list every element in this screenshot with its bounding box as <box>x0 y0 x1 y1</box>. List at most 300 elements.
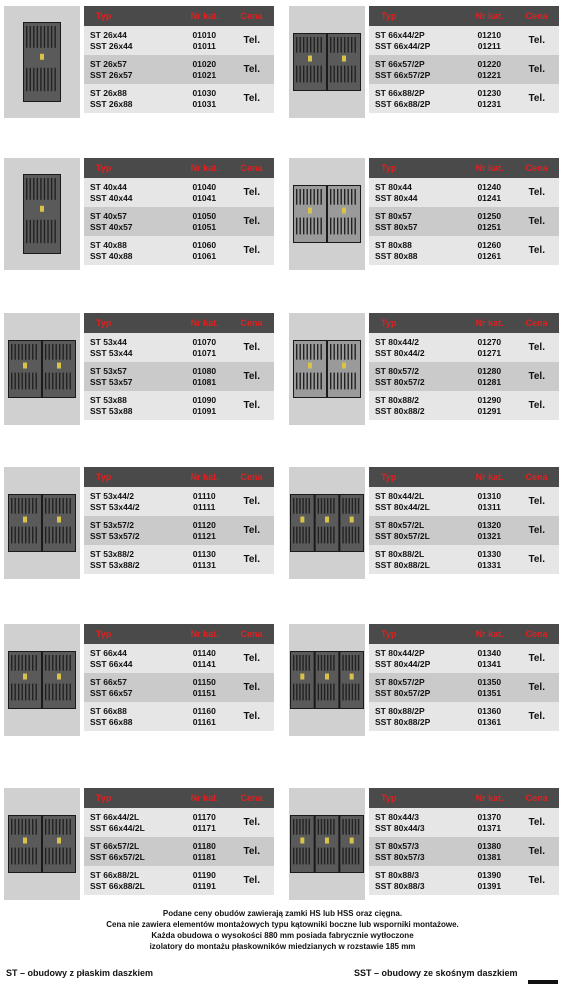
price-cell: Tel. <box>528 93 545 104</box>
note-line: Cena nie zawiera elementów montażowych typu kątowniki boczne lub wsporniki montażowe. <box>106 920 459 929</box>
header-type: Typ <box>96 793 112 803</box>
decorative-bar <box>528 980 558 984</box>
type-cell <box>84 706 179 728</box>
product-block <box>0 6 280 118</box>
type-label: ST 80x88 <box>375 239 412 250</box>
article-code: 01140 <box>192 647 216 658</box>
article-code: 01370 <box>477 811 502 822</box>
table-header <box>369 313 559 333</box>
article-code: 01260 <box>477 239 502 250</box>
article-code: 01270 <box>477 336 502 347</box>
table-row <box>84 545 274 574</box>
article-code: 01250 <box>477 210 502 221</box>
type-label: SST 53x88 <box>90 405 133 416</box>
header-price: Cena <box>525 318 548 328</box>
type-label: SST 53x44/2 <box>90 501 140 512</box>
article-code: 01160 <box>192 705 216 716</box>
price-cell: Tel. <box>243 342 260 353</box>
type-label: SST 40x88 <box>90 250 133 261</box>
table-row <box>84 178 274 207</box>
type-label: SST 66x57 <box>90 687 133 698</box>
type-cell <box>369 30 464 52</box>
type-label: ST 66x88/2P <box>375 87 425 98</box>
article-code: 01261 <box>477 250 502 261</box>
article-cell <box>179 395 229 417</box>
enclosure-image <box>4 6 80 118</box>
type-label: SST 80x44/2 <box>375 347 425 358</box>
table-row <box>369 837 559 866</box>
article-cell <box>179 677 229 699</box>
type-label: ST 66x44/2P <box>375 29 425 40</box>
price-cell: Tel. <box>243 496 260 507</box>
article-code: 01180 <box>192 840 216 851</box>
article-code: 01050 <box>192 210 217 221</box>
table-row <box>369 26 559 55</box>
product-block <box>285 6 565 118</box>
type-label: SST 80x88 <box>375 250 418 261</box>
price-cell: Tel. <box>528 711 545 722</box>
article-cell <box>464 706 514 728</box>
header-article: Nr kat. <box>475 629 504 639</box>
table-header <box>84 624 274 644</box>
type-cell <box>84 211 179 233</box>
type-label: ST 40x88 <box>90 239 127 250</box>
table-row <box>369 516 559 545</box>
product-table <box>84 788 274 895</box>
product-block <box>0 313 280 425</box>
product-table <box>84 313 274 420</box>
price-cell: Tel. <box>243 653 260 664</box>
type-cell <box>84 182 179 204</box>
article-code: 01081 <box>192 376 217 387</box>
article-code: 01171 <box>192 822 216 833</box>
enclosure-image <box>289 624 365 736</box>
price-cell: Tel. <box>528 216 545 227</box>
article-code: 01310 <box>477 490 502 501</box>
table-row <box>369 84 559 113</box>
type-label: SST 53x44 <box>90 347 133 358</box>
article-cell <box>464 549 514 571</box>
table-row <box>84 487 274 516</box>
product-block <box>0 158 280 270</box>
article-cell <box>179 59 229 81</box>
type-cell <box>84 648 179 670</box>
type-label: SST 66x57/2L <box>90 851 145 862</box>
article-cell <box>464 211 514 233</box>
product-table <box>369 6 559 113</box>
table-header <box>369 467 559 487</box>
table-row <box>369 178 559 207</box>
header-price: Cena <box>525 472 548 482</box>
type-label: SST 80x88/3 <box>375 880 425 891</box>
price-cell: Tel. <box>528 817 545 828</box>
type-label: ST 80x88/2 <box>375 394 419 405</box>
article-code: 01271 <box>477 347 502 358</box>
type-label: ST 53x44 <box>90 336 127 347</box>
header-article: Nr kat. <box>190 318 219 328</box>
article-code: 01110 <box>192 490 216 501</box>
price-cell: Tel. <box>528 64 545 75</box>
article-code: 01320 <box>477 519 502 530</box>
type-label: ST 26x88 <box>90 87 127 98</box>
type-label: SST 66x44/2L <box>90 822 145 833</box>
table-row <box>84 362 274 391</box>
type-cell <box>84 88 179 110</box>
type-cell <box>84 841 179 863</box>
article-cell <box>464 395 514 417</box>
type-label: SST 80x44 <box>375 192 418 203</box>
header-type: Typ <box>381 163 397 173</box>
header-price: Cena <box>240 163 263 173</box>
header-price: Cena <box>525 793 548 803</box>
price-cell: Tel. <box>243 245 260 256</box>
table-row <box>84 55 274 84</box>
article-cell <box>179 30 229 52</box>
article-cell <box>179 88 229 110</box>
type-label: SST 53x57 <box>90 376 133 387</box>
header-article: Nr kat. <box>475 318 504 328</box>
table-row <box>84 644 274 673</box>
price-cell: Tel. <box>243 216 260 227</box>
table-header <box>369 158 559 178</box>
header-article: Nr kat. <box>190 629 219 639</box>
table-row <box>369 808 559 837</box>
article-code: 01121 <box>192 530 216 541</box>
type-label: SST 80x57/3 <box>375 851 425 862</box>
type-label: ST 66x57 <box>90 676 127 687</box>
type-cell <box>84 30 179 52</box>
type-cell <box>84 520 179 542</box>
table-row <box>369 866 559 895</box>
type-label: ST 80x44/2P <box>375 647 425 658</box>
price-cell: Tel. <box>243 817 260 828</box>
article-code: 01010 <box>192 29 217 40</box>
header-type: Typ <box>96 629 112 639</box>
price-cell: Tel. <box>243 187 260 198</box>
type-cell <box>84 240 179 262</box>
type-cell <box>369 870 464 892</box>
enclosure-image <box>289 467 365 579</box>
article-code: 01030 <box>192 87 217 98</box>
article-code: 01051 <box>192 221 217 232</box>
article-code: 01060 <box>192 239 217 250</box>
article-code: 01190 <box>192 869 216 880</box>
type-label: ST 80x57/3 <box>375 840 419 851</box>
product-block <box>0 624 280 736</box>
article-cell <box>179 648 229 670</box>
article-cell <box>464 841 514 863</box>
article-cell <box>179 520 229 542</box>
type-label: SST 80x44/3 <box>375 822 425 833</box>
type-cell <box>84 491 179 513</box>
price-cell: Tel. <box>243 371 260 382</box>
price-cell: Tel. <box>528 554 545 565</box>
type-label: ST 66x44/2L <box>90 811 140 822</box>
type-label: ST 26x44 <box>90 29 127 40</box>
type-label: SST 26x88 <box>90 98 133 109</box>
price-cell: Tel. <box>528 35 545 46</box>
header-type: Typ <box>381 318 397 328</box>
type-label: SST 80x57/2P <box>375 687 431 698</box>
article-code: 01241 <box>477 192 502 203</box>
type-label: ST 80x88/2L <box>375 548 425 559</box>
article-code: 01350 <box>477 676 502 687</box>
article-cell <box>179 240 229 262</box>
header-type: Typ <box>381 11 397 21</box>
header-price: Cena <box>525 11 548 21</box>
notes <box>0 908 565 952</box>
product-table <box>84 158 274 265</box>
article-code: 01021 <box>192 69 217 80</box>
type-cell <box>369 841 464 863</box>
type-label: SST 66x44/2P <box>375 40 431 51</box>
type-cell <box>369 395 464 417</box>
type-label: SST 66x44 <box>90 658 133 669</box>
type-label: SST 40x44 <box>90 192 133 203</box>
article-code: 01381 <box>477 851 502 862</box>
table-row <box>84 26 274 55</box>
price-cell: Tel. <box>528 371 545 382</box>
product-block <box>0 788 280 900</box>
product-block <box>285 624 565 736</box>
article-code: 01290 <box>477 394 502 405</box>
price-cell: Tel. <box>243 64 260 75</box>
article-code: 01181 <box>192 851 216 862</box>
table-row <box>84 673 274 702</box>
article-cell <box>464 240 514 262</box>
table-row <box>369 702 559 731</box>
type-cell <box>84 812 179 834</box>
header-article: Nr kat. <box>190 793 219 803</box>
article-cell <box>179 841 229 863</box>
type-cell <box>369 677 464 699</box>
article-cell <box>464 677 514 699</box>
product-table <box>84 467 274 574</box>
article-cell <box>179 549 229 571</box>
product-table <box>84 624 274 731</box>
type-label: SST 80x44/2P <box>375 658 431 669</box>
article-code: 01221 <box>477 69 502 80</box>
article-cell <box>464 648 514 670</box>
type-cell <box>84 870 179 892</box>
article-code: 01151 <box>192 687 216 698</box>
note-line: izolatory do montażu płaskowników miedzianych w rozstawie 185 mm <box>149 942 416 951</box>
header-article: Nr kat. <box>475 472 504 482</box>
table-row <box>369 644 559 673</box>
table-row <box>84 391 274 420</box>
header-price: Cena <box>240 318 263 328</box>
header-price: Cena <box>240 472 263 482</box>
header-type: Typ <box>381 472 397 482</box>
article-code: 01211 <box>477 40 501 51</box>
price-cell: Tel. <box>528 245 545 256</box>
article-cell <box>464 182 514 204</box>
article-code: 01141 <box>192 658 216 669</box>
table-header <box>84 313 274 333</box>
article-code: 01390 <box>477 869 502 880</box>
type-cell <box>84 677 179 699</box>
type-label: ST 80x57 <box>375 210 412 221</box>
price-cell: Tel. <box>528 342 545 353</box>
article-code: 01061 <box>192 250 217 261</box>
table-row <box>84 333 274 362</box>
type-label: ST 53x57 <box>90 365 127 376</box>
product-block <box>0 467 280 579</box>
article-code: 01291 <box>477 405 502 416</box>
price-cell: Tel. <box>243 525 260 536</box>
type-label: ST 80x44 <box>375 181 412 192</box>
type-label: ST 80x44/2L <box>375 490 425 501</box>
table-header <box>84 6 274 26</box>
header-type: Typ <box>96 163 112 173</box>
article-code: 01371 <box>477 822 502 833</box>
type-label: SST 66x57/2P <box>375 69 431 80</box>
header-type: Typ <box>96 318 112 328</box>
article-cell <box>464 366 514 388</box>
legend-sst: SST – obudowy ze skośnym daszkiem <box>354 968 518 978</box>
price-cell: Tel. <box>528 682 545 693</box>
type-label: ST 53x88/2 <box>90 548 134 559</box>
article-cell <box>179 706 229 728</box>
table-header <box>369 788 559 808</box>
article-code: 01120 <box>192 519 216 530</box>
table-row <box>84 84 274 113</box>
article-code: 01351 <box>477 687 502 698</box>
article-code: 01231 <box>477 98 502 109</box>
type-cell <box>369 491 464 513</box>
table-header <box>84 158 274 178</box>
article-code: 01031 <box>192 98 217 109</box>
article-code: 01341 <box>477 658 502 669</box>
table-row <box>84 207 274 236</box>
article-cell <box>179 366 229 388</box>
article-cell <box>179 211 229 233</box>
type-label: ST 53x57/2 <box>90 519 134 530</box>
product-block <box>285 788 565 900</box>
article-cell <box>179 337 229 359</box>
table-header <box>84 467 274 487</box>
article-code: 01041 <box>192 192 217 203</box>
type-label: SST 40x57 <box>90 221 133 232</box>
header-type: Typ <box>96 11 112 21</box>
type-label: ST 66x57/2P <box>375 58 425 69</box>
article-code: 01020 <box>192 58 217 69</box>
header-price: Cena <box>525 629 548 639</box>
header-price: Cena <box>240 793 263 803</box>
product-block <box>285 467 565 579</box>
article-code: 01130 <box>192 548 216 559</box>
header-article: Nr kat. <box>475 793 504 803</box>
enclosure-image <box>4 467 80 579</box>
type-label: ST 40x57 <box>90 210 127 221</box>
product-table <box>369 158 559 265</box>
table-row <box>369 362 559 391</box>
table-row <box>369 673 559 702</box>
article-code: 01280 <box>477 365 502 376</box>
type-label: ST 80x44/2 <box>375 336 419 347</box>
table-header <box>369 6 559 26</box>
type-label: ST 80x88/2P <box>375 705 425 716</box>
type-label: ST 53x44/2 <box>90 490 134 501</box>
article-code: 01070 <box>192 336 217 347</box>
article-code: 01240 <box>477 181 502 192</box>
type-label: ST 53x88 <box>90 394 127 405</box>
type-label: SST 66x88/2L <box>90 880 145 891</box>
type-label: SST 80x44/2L <box>375 501 430 512</box>
type-label: ST 66x88 <box>90 705 127 716</box>
type-cell <box>369 240 464 262</box>
article-cell <box>179 870 229 892</box>
type-cell <box>369 549 464 571</box>
type-label: ST 66x88/2L <box>90 869 140 880</box>
table-row <box>84 516 274 545</box>
type-label: SST 26x44 <box>90 40 133 51</box>
enclosure-image <box>4 788 80 900</box>
table-header <box>369 624 559 644</box>
article-code: 01150 <box>192 676 216 687</box>
type-cell <box>84 337 179 359</box>
table-row <box>369 207 559 236</box>
price-cell: Tel. <box>243 93 260 104</box>
type-cell <box>369 211 464 233</box>
type-label: SST 80x88/2L <box>375 559 430 570</box>
article-cell <box>464 491 514 513</box>
type-cell <box>369 182 464 204</box>
article-cell <box>464 812 514 834</box>
header-article: Nr kat. <box>475 163 504 173</box>
article-cell <box>179 182 229 204</box>
table-row <box>84 808 274 837</box>
article-code: 01321 <box>477 530 502 541</box>
article-code: 01340 <box>477 647 502 658</box>
type-label: ST 66x44 <box>90 647 127 658</box>
article-code: 01080 <box>192 365 217 376</box>
table-header <box>84 788 274 808</box>
product-table <box>369 788 559 895</box>
enclosure-image <box>4 313 80 425</box>
table-row <box>84 236 274 265</box>
article-code: 01230 <box>477 87 502 98</box>
note-line: Każda obudowa o wysokości 880 mm posiada fabrycznie wytłoczone <box>151 931 414 940</box>
price-cell: Tel. <box>243 711 260 722</box>
price-cell: Tel. <box>528 846 545 857</box>
article-code: 01111 <box>193 501 216 512</box>
table-row <box>369 55 559 84</box>
header-article: Nr kat. <box>190 11 219 21</box>
type-cell <box>84 395 179 417</box>
type-label: SST 53x57/2 <box>90 530 140 541</box>
type-cell <box>369 337 464 359</box>
type-cell <box>84 366 179 388</box>
header-type: Typ <box>96 472 112 482</box>
type-label: ST 80x57/2 <box>375 365 419 376</box>
article-code: 01251 <box>477 221 502 232</box>
article-code: 01331 <box>477 559 502 570</box>
table-row <box>369 391 559 420</box>
article-code: 01361 <box>477 716 502 727</box>
article-code: 01090 <box>192 394 217 405</box>
enclosure-image <box>289 788 365 900</box>
header-price: Cena <box>525 163 548 173</box>
price-cell: Tel. <box>243 682 260 693</box>
type-label: SST 26x57 <box>90 69 133 80</box>
price-cell: Tel. <box>528 496 545 507</box>
header-type: Typ <box>381 793 397 803</box>
type-label: ST 80x44/3 <box>375 811 419 822</box>
type-cell <box>369 706 464 728</box>
product-table <box>369 624 559 731</box>
type-label: SST 80x88/2 <box>375 405 425 416</box>
